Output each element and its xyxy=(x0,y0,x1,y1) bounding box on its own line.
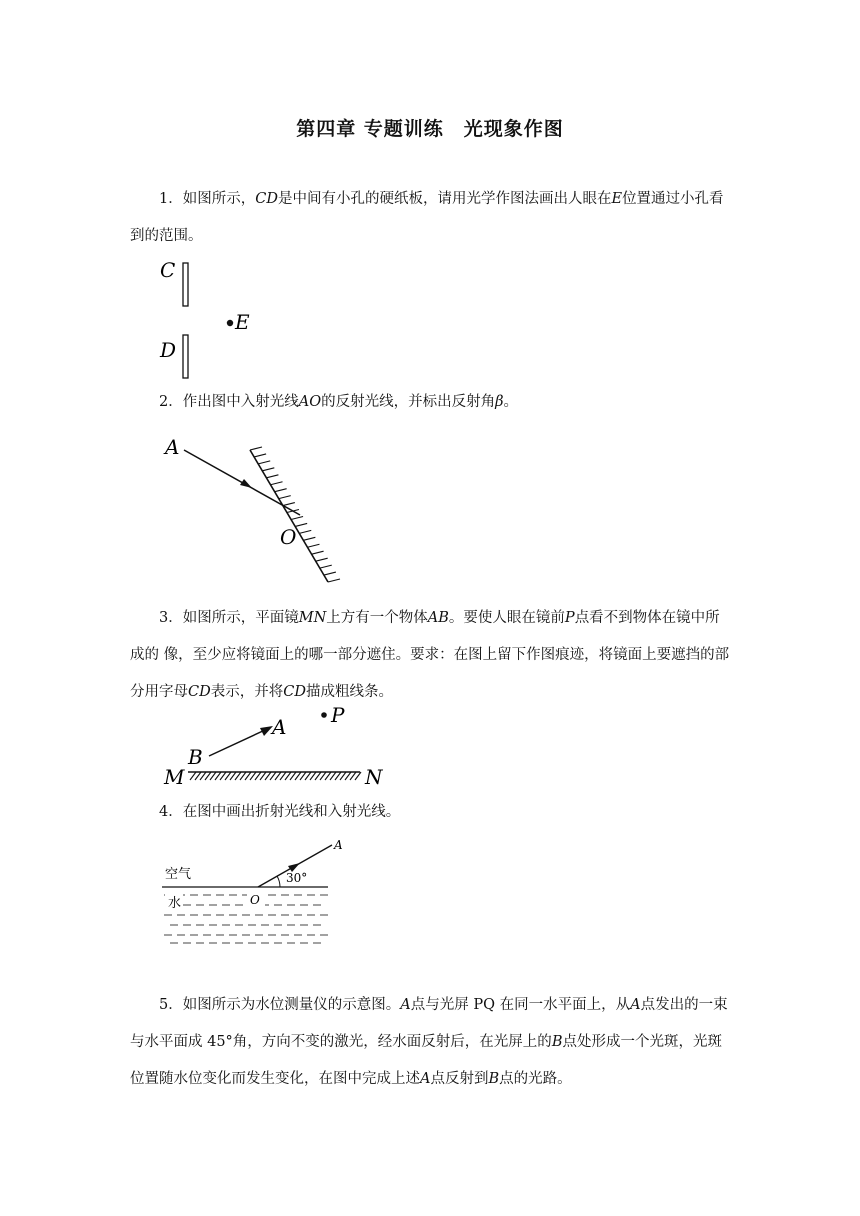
hatch-mark xyxy=(240,772,246,780)
label-angle: 30° xyxy=(286,871,308,885)
label-c: C xyxy=(160,258,176,282)
plane-mirror xyxy=(250,450,328,582)
hatch-mark xyxy=(299,530,311,533)
hatch-mark xyxy=(320,565,332,568)
question-2-text: 2．作出图中入射光线AO的反射光线，并标出反射角β。 xyxy=(159,394,518,410)
hatch-mark xyxy=(270,772,276,780)
page-title: 第四章 专题训练 光现象作图 xyxy=(296,118,564,140)
ray-arrow-icon xyxy=(240,479,252,488)
label-n: N xyxy=(365,765,383,789)
hatch-mark xyxy=(300,772,306,780)
hatch-mark xyxy=(260,772,266,780)
hatch-mark xyxy=(258,461,270,464)
hatch-mark xyxy=(310,772,316,780)
question-3-figure xyxy=(160,700,400,795)
hatch-mark xyxy=(215,772,221,780)
hatch-mark xyxy=(230,772,236,780)
object-ab xyxy=(209,730,265,756)
question-3-text: 3．如图所示，平面镜MN上方有一个物体AB。要使人眼在镜前P点看不到物体在镜中所成的 像，至少应将镜面上的哪一部分遮住。要求：在图上留下作图痕迹，将镜面上要遮挡的部分用字母CD表示，并将CD描成粗线条。 xyxy=(130,610,730,700)
label-b: B xyxy=(188,745,203,769)
hatch-mark xyxy=(265,772,271,780)
hatch-mark xyxy=(355,772,361,780)
hatch-mark xyxy=(290,772,296,780)
hatch-mark xyxy=(275,772,281,780)
label-p: P xyxy=(331,703,345,727)
hatch-mark xyxy=(205,772,211,780)
hatch-mark xyxy=(316,558,328,561)
hatch-mark xyxy=(320,772,326,780)
label-a: A xyxy=(165,435,180,459)
hatch-mark xyxy=(255,772,261,780)
hatch-mark xyxy=(330,772,336,780)
hatch-mark xyxy=(275,489,287,492)
hatch-mark xyxy=(195,772,201,780)
hatch-mark xyxy=(340,772,346,780)
hatch-mark xyxy=(210,772,216,780)
hatch-mark xyxy=(220,772,226,780)
eye-point-p xyxy=(321,712,327,718)
question-4-figure xyxy=(160,835,360,950)
hatch-mark xyxy=(266,475,278,478)
label-m: M xyxy=(164,765,185,789)
label-water: 水 xyxy=(168,896,182,911)
hatch-mark xyxy=(283,503,295,506)
hatch-mark xyxy=(235,772,241,780)
mirror-hatching xyxy=(190,772,361,780)
hatch-mark xyxy=(280,772,286,780)
hatch-mark xyxy=(225,772,231,780)
hatch-mark xyxy=(335,772,341,780)
hatch-mark xyxy=(345,772,351,780)
cardboard-lower xyxy=(183,335,188,378)
hatch-mark xyxy=(291,516,303,519)
mirror-hatching xyxy=(250,447,340,582)
angle-arc xyxy=(277,876,280,887)
question-1-text: 1．如图所示，CD是中间有小孔的硬纸板，请用光学作图法画出人眼在E位置通过小孔看到的范围。 xyxy=(130,191,724,244)
label-a: A xyxy=(334,838,343,852)
question-4-text: 4．在图中画出折射光线和入射光线。 xyxy=(159,804,401,820)
hatch-mark xyxy=(262,468,274,471)
hatch-mark xyxy=(315,772,321,780)
hatch-mark xyxy=(200,772,206,780)
eye-point-e xyxy=(227,320,233,326)
hatch-mark xyxy=(254,454,266,457)
hatch-mark xyxy=(303,537,315,540)
question-5-text: 5．如图所示为水位测量仪的示意图。A点与光屏 PQ 在同一水平面上，从A点发出的一束与水平面成 45°角，方向不变的激光，经水面反射后，在光屏上的B点处形成一个光斑，光斑位置随水位变化而发生变化，在图中完成上述A点反射到B点的光路。 xyxy=(130,997,728,1087)
label-o: O xyxy=(250,893,260,907)
label-e: E xyxy=(235,310,250,334)
hatch-mark xyxy=(250,772,256,780)
hatch-mark xyxy=(324,572,336,575)
label-d: D xyxy=(160,338,177,362)
hatch-mark xyxy=(190,772,196,780)
hatch-mark xyxy=(328,579,340,582)
hatch-mark xyxy=(271,482,283,485)
question-1-figure xyxy=(150,255,270,385)
hatch-mark xyxy=(295,772,301,780)
hatch-mark xyxy=(307,544,319,547)
water-dashes xyxy=(164,895,328,943)
hatch-mark xyxy=(312,551,324,554)
hatch-mark xyxy=(250,447,262,450)
hatch-mark xyxy=(287,510,299,513)
hatch-mark xyxy=(245,772,251,780)
label-air: 空气 xyxy=(165,867,192,882)
hatch-mark xyxy=(279,496,291,499)
hatch-mark xyxy=(325,772,331,780)
hatch-mark xyxy=(295,523,307,526)
question-2-figure xyxy=(160,430,360,590)
cardboard-upper xyxy=(183,263,188,306)
label-o: O xyxy=(280,525,297,549)
hatch-mark xyxy=(285,772,291,780)
hatch-mark xyxy=(350,772,356,780)
hatch-mark xyxy=(305,772,311,780)
label-a: A xyxy=(272,715,287,739)
